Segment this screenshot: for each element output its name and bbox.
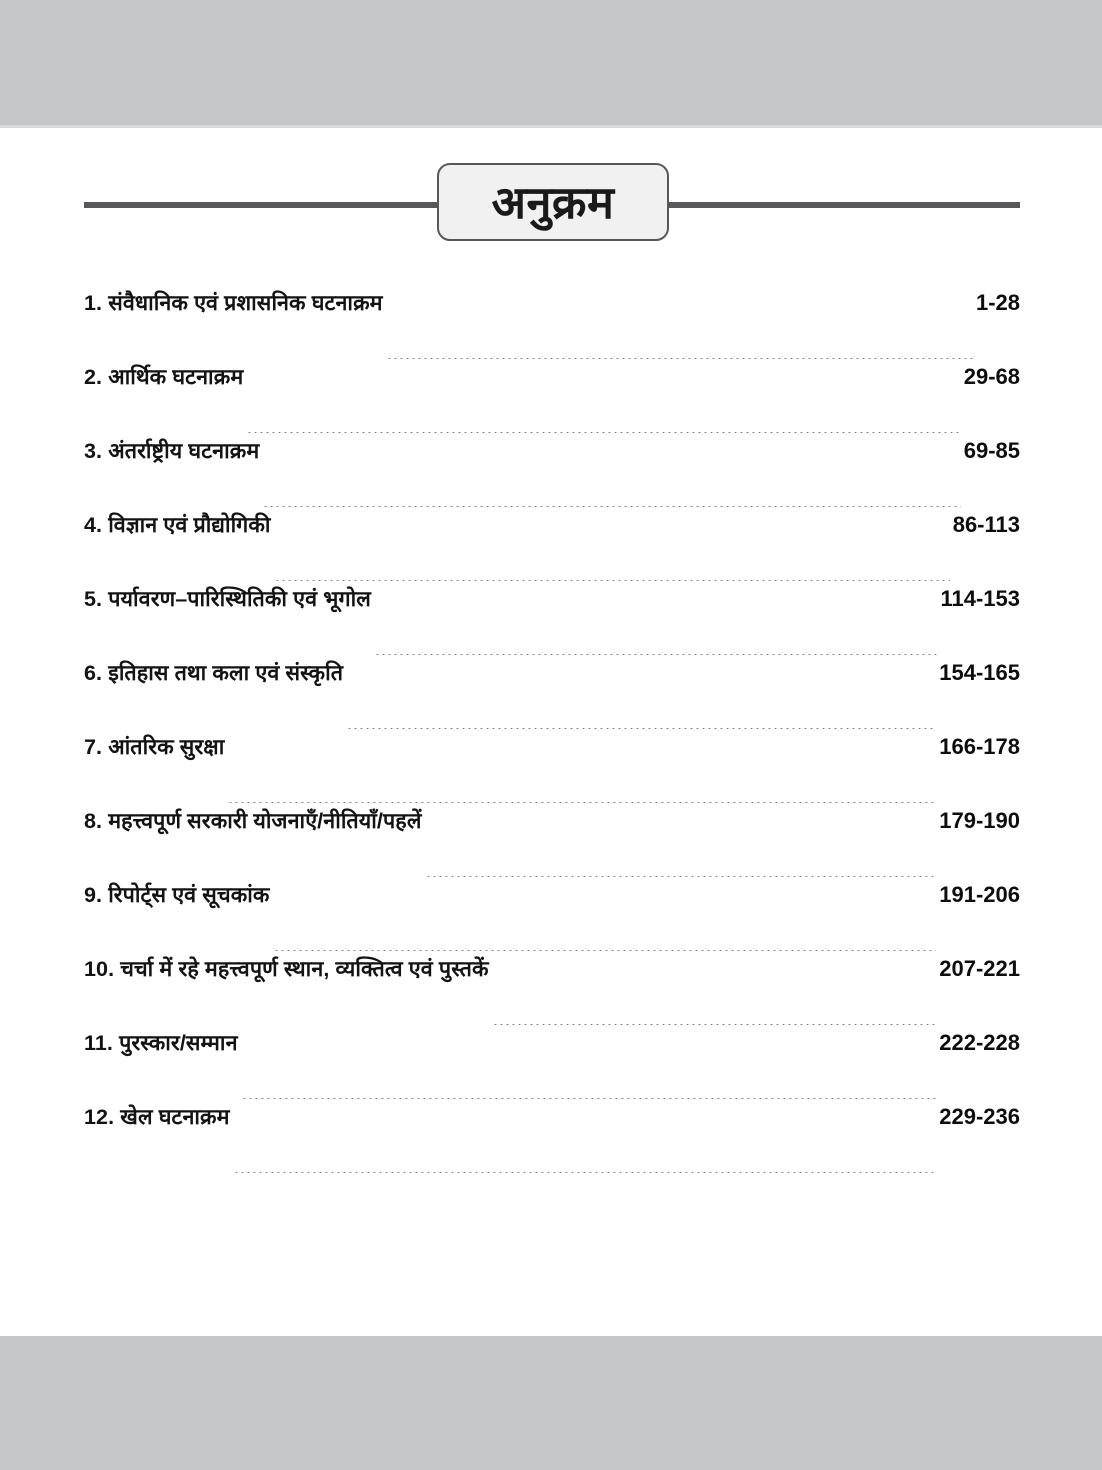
toc-entry-label: 6. इतिहास तथा कला एवं संस्कृति <box>84 661 344 685</box>
toc-entry-label: 4. विज्ञान एवं प्रौद्योगिकी <box>84 513 271 537</box>
toc-leader-dots <box>248 432 960 433</box>
toc-leader-dots <box>388 358 973 359</box>
toc-entry-pages: 222-228 <box>939 1030 1020 1055</box>
toc-entry-pages: 191-206 <box>939 882 1020 907</box>
toc-entry-label: 5. पर्यावरण–पारिस्थितिकी एवं भूगोल <box>84 587 371 611</box>
toc-entry[interactable] <box>84 1102 1020 1176</box>
toc-entry[interactable] <box>84 954 1020 1028</box>
toc-entry-label: 10. चर्चा में रहे महत्त्वपूर्ण स्थान, व्यक्तित्व एवं पुस्तकें <box>84 957 489 981</box>
toc-entry[interactable] <box>84 510 1020 584</box>
toc-entry-label: 12. खेल घटनाक्रम <box>84 1105 230 1129</box>
toc-leader-dots <box>264 506 960 507</box>
document-page <box>0 128 1102 1336</box>
scan-margin-top <box>0 0 1102 128</box>
toc-entry-label: 9. रिपोर्ट्स एवं सूचकांक <box>84 883 270 907</box>
toc-entry[interactable] <box>84 584 1020 658</box>
toc-leader-dots <box>376 654 938 655</box>
toc-leader-dots <box>348 728 936 729</box>
toc-entry-pages: 69-85 <box>963 438 1020 463</box>
toc-entry-pages: 154-165 <box>939 660 1020 685</box>
toc-entry[interactable] <box>84 732 1020 806</box>
toc-entry[interactable] <box>84 362 1020 436</box>
toc-entry-pages: 179-190 <box>939 808 1020 833</box>
toc-leader-dots <box>494 1024 937 1025</box>
toc-entry-pages: 114-153 <box>940 586 1020 611</box>
toc-entry-pages: 229-236 <box>939 1104 1020 1129</box>
toc-leader-dots <box>276 580 950 581</box>
toc-entry[interactable] <box>84 1028 1020 1102</box>
toc-entry-label: 3. अंतर्राष्ट्रीय घटनाक्रम <box>84 439 260 463</box>
toc-entry-pages: 29-68 <box>963 364 1020 389</box>
toc-leader-dots <box>275 950 937 951</box>
table-of-contents-list <box>84 288 1020 1176</box>
toc-entry-pages: 207-221 <box>939 956 1020 981</box>
toc-entry-pages: 166-178 <box>939 734 1020 759</box>
toc-entry-label: 7. आंतरिक सुरक्षा <box>84 735 225 759</box>
toc-entry[interactable] <box>84 880 1020 954</box>
toc-leader-dots <box>243 1098 937 1099</box>
toc-leader-dots <box>235 1172 937 1173</box>
toc-entry-label: 2. आर्थिक घटनाक्रम <box>84 365 244 389</box>
toc-entry-label: 1. संवैधानिक एवं प्रशासनिक घटनाक्रम <box>84 291 383 315</box>
table-of-contents-header <box>84 160 1020 250</box>
toc-leader-dots <box>229 802 936 803</box>
page-title-box <box>437 163 669 241</box>
page-title: अनुक्रम <box>491 176 615 228</box>
toc-entry[interactable] <box>84 436 1020 510</box>
toc-entry-label: 11. पुरस्कार/सम्मान <box>84 1031 238 1055</box>
toc-entry-label: 8. महत्त्वपूर्ण सरकारी योजनाएँ/नीतियाँ/पहलें <box>84 809 422 833</box>
toc-entry[interactable] <box>84 806 1020 880</box>
scan-margin-bottom <box>0 1336 1102 1470</box>
toc-leader-dots <box>427 876 937 877</box>
toc-entry[interactable] <box>84 658 1020 732</box>
toc-entry-pages: 86-113 <box>952 512 1020 537</box>
toc-entry-pages: 1-28 <box>975 290 1020 315</box>
toc-entry[interactable] <box>84 288 1020 362</box>
